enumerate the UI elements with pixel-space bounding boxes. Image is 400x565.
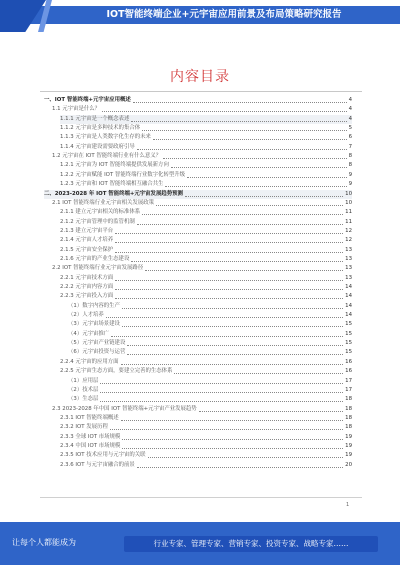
footer-slogan: 让每个人都能成为 [12,538,76,547]
toc-entry-page: 18 [345,405,352,412]
page-number: 1 [346,502,350,508]
toc-leader-dots [100,383,343,384]
toc-entry-page: 10 [345,190,352,197]
toc-entry[interactable] [52,152,352,161]
toc-entry-page: 10 [345,199,352,206]
toc-entry-page: 15 [345,340,352,347]
toc-entry[interactable] [60,358,352,367]
toc-leader-dots [131,261,343,262]
toc-leader-dots [102,111,347,112]
toc-leader-dots [142,214,343,215]
toc-leader-dots [171,167,347,168]
toc-entry-title: 1.1 元宇宙是什么？ [52,106,101,113]
divider [40,91,362,92]
toc-leader-dots [174,373,343,374]
toc-leader-dots [185,196,343,197]
toc-entry[interactable] [60,274,352,283]
toc-leader-dots [127,345,343,346]
toc-entry-page: 4 [348,106,352,113]
toc-entry-title: 1.1.1 元宇宙是一个概念表述 [60,115,130,122]
toc-entry[interactable] [60,124,352,133]
divider [40,497,362,498]
toc-entry-title: 2.1.2 元宇宙管理中的监管机制 [60,218,135,225]
toc-leader-dots [156,205,343,206]
toc-leader-dots [145,270,343,271]
toc-leader-dots [137,149,347,150]
toc-entry-page: 5 [348,125,352,132]
toc-entry-page: 4 [348,115,352,122]
toc-entry-page: 15 [345,321,352,328]
toc-leader-dots [187,177,347,178]
toc-entry-page: 9 [348,181,352,188]
toc-entry-page: 13 [345,255,352,262]
toc-entry[interactable] [68,320,352,329]
toc-entry-title: 2.3 2023-2028 年中国 IOT 智能终端+元宇宙产业发展趋势 [52,405,197,412]
toc-entry-title: （6）元宇宙投资与运营 [68,349,126,356]
toc-entry[interactable] [60,255,352,264]
toc-entry[interactable] [52,199,352,208]
toc-entry-page: 19 [345,442,352,449]
toc-entry-title: 2.3.3 全球 IOT 市场规模 [60,433,121,440]
toc-entry-title: 一、IOT 智能终端+元宇宙应用概述 [44,97,131,103]
toc-entry[interactable] [60,143,352,152]
toc-leader-dots [115,289,343,290]
toc-leader-dots [115,280,343,281]
toc-entry-title: 2.2.3 元宇宙投入方面 [60,293,114,300]
toc-entry[interactable] [68,339,352,348]
toc-entry-title: 1.1.2 元宇宙是多种技术的集合体 [60,125,141,132]
toc-entry-page: 16 [345,368,352,375]
toc-entry[interactable] [60,292,352,301]
toc-entry[interactable] [60,161,352,170]
toc-entry-title: 2.3.4 中国 IOT 市场规模 [60,442,121,449]
toc-entry-page: 18 [345,424,352,431]
toc-leader-dots [111,336,343,337]
toc-leader-dots [122,308,343,309]
toc-leader-dots [121,420,344,421]
toc-leader-dots [115,252,343,253]
toc-entry-page: 18 [345,414,352,421]
toc-entry[interactable] [60,180,352,189]
toc-entry[interactable] [60,227,352,236]
toc-entry[interactable] [60,218,352,227]
toc-entry-title: 2.1.3 建立元宇宙平台 [60,227,114,234]
toc-entry-title: （3）生态层 [68,396,99,403]
toc-entry-page: 19 [345,433,352,440]
toc-leader-dots [100,392,343,393]
toc-leader-dots [106,317,343,318]
toc-entry-title: 2.2.4 元宇宙的应用方面 [60,358,119,365]
toc-entry-title: 2.1.5 元宇宙安全保护 [60,246,114,253]
toc-entry-title: 2.2 IOT 智能终端行业元宇宙发展路径 [52,265,144,272]
toc-entry[interactable] [60,461,352,470]
toc-entry-title: （3）元宇宙场景建设 [68,321,120,328]
toc-entry-page: 18 [345,396,352,403]
toc-entry-title: （1）数字内容的生产 [68,302,120,309]
toc-entry[interactable] [44,96,352,105]
toc-entry[interactable] [60,171,352,180]
toc-entry-title: 2.1.6 元宇宙的产业生态建设 [60,255,130,262]
toc-entry-page: 20 [345,461,352,468]
footer-expert-list: 行业专家、管理专家、营销专家、投资专家、战略专家…… [124,536,378,552]
toc-leader-dots [121,364,344,365]
toc-entry-page: 14 [345,302,352,309]
toc-entry-page: 19 [345,452,352,459]
toc-entry[interactable] [60,208,352,217]
toc-leader-dots [110,429,343,430]
toc-entry[interactable] [68,386,352,395]
toc-entry-title: （4）元宇宙推广 [68,330,110,337]
toc-entry[interactable] [60,236,352,245]
toc-entry-title: 2.1 IOT 智能终端行业元宇宙相关发展政策 [52,199,154,206]
footer-banner [0,522,400,565]
toc-entry-title: 2.2.1 元宇宙技术方面 [60,274,114,281]
toc-leader-dots [133,102,347,103]
toc-entry-page: 11 [345,218,352,225]
toc-entry-page: 7 [348,143,352,150]
toc-entry-page: 16 [345,358,352,365]
toc-entry-title: 1.2.2 元宇宙赋能 IOT 智能终端行业数字化转型升级 [60,171,186,178]
toc-entry-title: （5）元宇宙产业链建设 [68,340,126,347]
toc-entry-page: 14 [345,293,352,300]
toc-entry-title: （2）技术层 [68,386,99,393]
toc-entry-title: 2.1.4 元宇宙人才培养 [60,237,114,244]
toc-entry-page: 9 [348,171,352,178]
toc-entry-page: 15 [345,330,352,337]
toc-entry-title: 1.2.3 元宇宙和 IOT 智能终端相互融合共生 [60,181,164,188]
toc-entry-page: 11 [345,209,352,216]
toc-entry-title: 2.1.1 建立元宇宙相关的标准体系 [60,209,141,216]
header-banner [0,0,400,32]
toc-entry[interactable] [68,348,352,357]
toc-leader-dots [148,457,344,458]
toc-entry-page: 13 [345,246,352,253]
toc-leader-dots [142,130,346,131]
toc-entry-page: 15 [345,349,352,356]
toc-leader-dots [122,448,343,449]
toc-leader-dots [137,224,343,225]
toc-leader-dots [122,326,343,327]
toc-entry[interactable] [60,246,352,255]
toc-entry-page: 4 [348,97,352,103]
toc-entry[interactable] [68,311,352,320]
toc-leader-dots [115,298,343,299]
toc-entry-page: 8 [348,153,352,160]
toc-entry-title: （2）人才培养 [68,312,104,319]
report-title: IOT智能终端企业+元宇宙应用前景及布局策略研究报告 [106,9,342,20]
toc-entry-page: 17 [345,377,352,384]
toc-entry[interactable] [52,405,352,414]
toc-entry-page: 13 [345,274,352,281]
toc-entry[interactable] [68,377,352,386]
toc-leader-dots [131,121,346,122]
toc-leader-dots [100,401,343,402]
toc-leader-dots [163,158,346,159]
toc-entry[interactable] [68,330,352,339]
toc-entry[interactable] [60,442,352,451]
toc-leader-dots [127,354,343,355]
toc-entry-title: 2.3.2 IOT 发展历程 [60,424,108,431]
toc-entry-page: 6 [348,134,352,141]
toc-entry-title: 1.2.1 元宇宙为 IOT 智能终端提供发展新方向 [60,162,169,169]
toc-entry-page: 14 [345,284,352,290]
toc-entry-title: 2.2.2 元宇宙内容方面 [60,284,114,290]
toc-entry[interactable] [60,115,352,124]
toc-entry[interactable] [60,423,352,432]
toc-entry[interactable] [52,105,352,114]
toc-entry[interactable] [68,395,352,404]
toc-entry[interactable] [60,367,352,376]
toc-leader-dots [115,242,343,243]
toc-entry[interactable] [44,190,352,199]
toc-entry-title: 1.2 元宇宙在 IOT 智能终端行业有什么意义？ [52,153,162,160]
toc-leader-dots [199,411,343,412]
toc-entry-title: 2.3.5 IOT 技术应用与元宇宙的关联 [60,452,146,459]
toc-entry-title: 2.2.5 元宇宙生态方面，要建立完善的生态体系 [60,368,173,375]
toc-heading: 内容目录 [170,69,230,85]
toc-entry-title: 1.1.4 元宇宙建设需要政府引导 [60,143,135,150]
toc-entry-title: 1.1.3 元宇宙是人类数字化生存的未来 [60,134,151,141]
toc-leader-dots [115,233,343,234]
toc-entry-page: 12 [345,227,352,234]
toc-entry[interactable] [68,302,352,311]
toc-entry-page: 13 [345,265,352,272]
toc-entry-title: 2.3.6 IOT 与元宇宙融合的前景 [60,461,135,468]
toc-entry[interactable] [60,451,352,460]
toc-leader-dots [122,439,343,440]
toc-entry[interactable] [60,133,352,142]
toc-entry-title: 二、2023-2028 年 IOT 智能终端+元宇宙发展趋势预测 [44,190,183,197]
toc-entry[interactable] [60,414,352,423]
toc-entry[interactable] [60,283,352,292]
toc-entry-title: 2.3.1 IOT 智能终端概述 [60,414,119,421]
toc-entry-page: 17 [345,386,352,393]
toc-entry-page: 8 [348,162,352,169]
toc-leader-dots [137,467,343,468]
toc-entry[interactable] [60,433,352,442]
toc-entry-page: 14 [345,312,352,319]
toc-leader-dots [165,186,346,187]
toc-entry-title: （1）应用层 [68,377,99,384]
toc-leader-dots [153,139,347,140]
toc-entry[interactable] [52,264,352,273]
toc-entry-page: 12 [345,237,352,244]
